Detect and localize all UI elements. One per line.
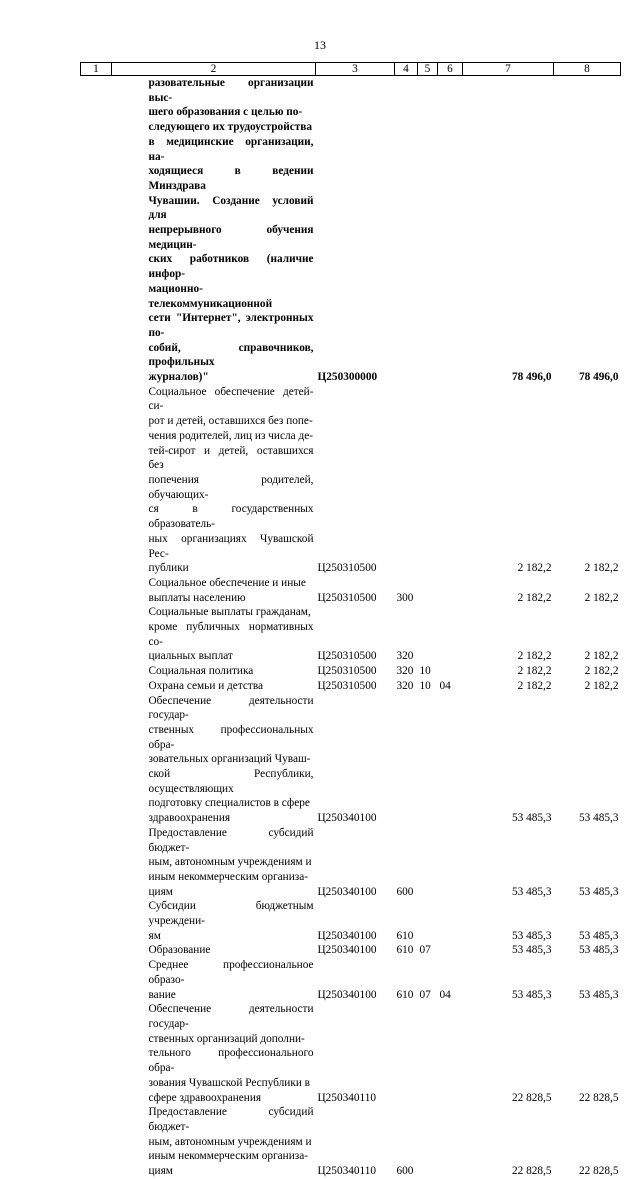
- row-code: Ц250310500: [317, 591, 377, 604]
- row-name-line: выплаты населению: [148, 591, 246, 604]
- header-col-6: 6: [438, 63, 463, 76]
- row-name: [112, 385, 316, 576]
- row-name-line: Охрана семьи и детства: [148, 679, 264, 692]
- row-amount-total: 22 828,5: [511, 1165, 552, 1178]
- table-row: [81, 76, 621, 385]
- row-podrazdel: [438, 899, 463, 943]
- table-row: [81, 1002, 621, 1105]
- row-amount-republic: 22 828,5: [578, 1091, 619, 1104]
- row-code: Ц250300000: [317, 371, 378, 384]
- row-name: [112, 1002, 316, 1105]
- row-vid-rashodov: 300: [396, 591, 414, 604]
- row-vid-rashodov: [395, 385, 418, 576]
- row-vid-rashodov: [395, 76, 418, 385]
- row-name-line: циям: [148, 1165, 173, 1178]
- table-row: [81, 664, 621, 679]
- table-row: [81, 605, 621, 664]
- row-name-line: разовательные организации выс-: [148, 77, 314, 104]
- row-name-line: ственных организаций дополни-: [148, 1032, 305, 1045]
- row-razdel: 10: [419, 665, 431, 678]
- row-name-line: в медицинские организации, на-: [148, 135, 314, 163]
- row-amount-republic: 78 496,0: [578, 371, 619, 384]
- table-row: [81, 385, 621, 576]
- row-razdel: [418, 694, 438, 826]
- header-col-8: 8: [554, 63, 621, 76]
- row-name-line: следующего их трудоустройства: [148, 121, 313, 134]
- table-row: [81, 943, 621, 958]
- table-row: [81, 1105, 621, 1179]
- row-code: Ц250340100: [317, 812, 377, 825]
- row-podrazdel: [438, 943, 463, 958]
- row-code: Ц250310500: [317, 665, 377, 678]
- table-row: [81, 899, 621, 943]
- row-podrazdel: 04: [439, 679, 451, 692]
- row-col-1: [81, 694, 112, 826]
- row-amount-total: 53 485,3: [511, 812, 552, 825]
- row-name-line: Социальное обеспечение детей-си-: [148, 385, 314, 413]
- row-name: [112, 958, 316, 1002]
- row-name: [112, 576, 316, 605]
- row-podrazdel: [438, 694, 463, 826]
- row-podrazdel: [438, 826, 463, 900]
- row-vid-rashodov: 610: [396, 944, 414, 957]
- row-name-line: ным, автономным учреждениям и: [148, 1135, 312, 1148]
- row-col-1: [81, 899, 112, 943]
- row-name-line: иным некоммерческим организа-: [148, 870, 309, 883]
- row-name-line: попечения родителей, обучающих-: [148, 473, 314, 501]
- row-amount-republic: 2 182,2: [584, 665, 619, 678]
- row-razdel: [418, 385, 438, 576]
- row-code: Ц250340100: [317, 885, 377, 898]
- row-razdel: [418, 76, 438, 385]
- row-code: Ц250310500: [317, 650, 377, 663]
- row-amount-total: 53 485,3: [511, 885, 552, 898]
- row-name-line: Предоставление субсидий бюджет-: [148, 826, 314, 854]
- row-name-line: Социальное обеспечение и иные: [148, 576, 306, 589]
- row-amount-republic: 53 485,3: [578, 812, 619, 825]
- row-amount-total: 2 182,2: [517, 679, 552, 692]
- row-col-1: [81, 385, 112, 576]
- row-podrazdel: [438, 1002, 463, 1105]
- row-podrazdel: [438, 76, 463, 385]
- row-code: Ц250340100: [317, 944, 377, 957]
- row-name-line: ся в государственных образователь-: [148, 503, 314, 531]
- row-code: Ц250340110: [317, 1165, 377, 1178]
- row-name-line: ской Республики, осуществляющих: [148, 768, 314, 795]
- header-col-7: 7: [463, 63, 554, 76]
- row-amount-republic: 2 182,2: [584, 679, 619, 692]
- row-amount-republic: 53 485,3: [578, 929, 619, 942]
- row-name: [112, 943, 316, 958]
- row-name-line: тей-сирот и детей, оставшихся без: [148, 444, 314, 472]
- row-name-line: Социальная политика: [148, 665, 254, 678]
- row-name-line: ходящиеся в ведении Минздрава: [148, 165, 314, 192]
- row-podrazdel: [438, 1105, 463, 1179]
- row-name: [112, 694, 316, 826]
- row-code: Ц250340100: [317, 988, 377, 1001]
- row-vid-rashodov: 600: [396, 885, 414, 898]
- row-amount-total: 2 182,2: [517, 665, 552, 678]
- row-name-line: Предоставление субсидий бюджет-: [148, 1106, 314, 1133]
- row-vid-rashodov: [395, 694, 418, 826]
- row-razdel: [418, 826, 438, 900]
- row-col-1: [81, 1105, 112, 1179]
- row-name-line: Образование: [148, 944, 211, 957]
- row-col-1: [81, 664, 112, 679]
- row-name: [112, 664, 316, 679]
- row-name-line: публики: [148, 562, 189, 575]
- row-name-line: ным, автономным учреждениям и: [148, 856, 312, 869]
- row-col-1: [81, 605, 112, 664]
- row-code: Ц250340100: [317, 929, 377, 942]
- row-col-1: [81, 826, 112, 900]
- header-col-2: 2: [112, 63, 316, 76]
- row-name-line: циальных выплат: [148, 650, 233, 663]
- row-podrazdel: [438, 605, 463, 664]
- row-razdel: [418, 1105, 438, 1179]
- row-name: [112, 826, 316, 900]
- row-col-1: [81, 943, 112, 958]
- row-name-line: ственных профессиональных обра-: [148, 723, 314, 751]
- row-amount-total: 2 182,2: [517, 650, 552, 663]
- row-amount-total: 53 485,3: [511, 988, 552, 1001]
- row-name-line: зования Чувашской Республики в: [148, 1076, 311, 1089]
- row-vid-rashodov: 610: [396, 929, 414, 942]
- row-podrazdel: [438, 576, 463, 605]
- row-amount-republic: 2 182,2: [584, 591, 619, 604]
- row-name-line: здравоохранения: [148, 812, 231, 825]
- row-col-1: [81, 679, 112, 694]
- row-name: [112, 76, 316, 385]
- row-name: [112, 605, 316, 664]
- row-name-line: мационно-телекоммуникационной: [148, 282, 273, 310]
- row-podrazdel: [438, 385, 463, 576]
- table-row: [81, 958, 621, 1002]
- row-name-line: кроме публичных нормативных со-: [148, 621, 314, 648]
- row-razdel: [418, 576, 438, 605]
- table-row: [81, 826, 621, 900]
- row-name-line: тельного профессионального обра-: [148, 1047, 314, 1075]
- row-name: [112, 899, 316, 943]
- row-name-line: Субсидии бюджетным учреждени-: [148, 900, 314, 928]
- row-amount-total: 2 182,2: [517, 591, 552, 604]
- row-code: Ц250340110: [317, 1091, 377, 1104]
- row-name-line: подготовку специалистов в сфере: [148, 797, 310, 810]
- row-name-line: рот и детей, оставшихся без попе-: [148, 415, 313, 428]
- row-code: Ц250310500: [317, 679, 377, 692]
- row-name-line: шего образования с целью по-: [148, 106, 303, 119]
- row-amount-republic: 2 182,2: [584, 562, 619, 575]
- table-row: [81, 679, 621, 694]
- row-amount-republic: 53 485,3: [578, 944, 619, 957]
- row-col-1: [81, 1002, 112, 1105]
- row-amount-total: 53 485,3: [511, 929, 552, 942]
- table-header-row: [81, 63, 621, 76]
- row-razdel: 10: [419, 679, 431, 692]
- row-podrazdel: 04: [439, 988, 451, 1001]
- row-amount-republic: 53 485,3: [578, 988, 619, 1001]
- row-amount-total: 78 496,0: [511, 371, 552, 384]
- row-vid-rashodov: 320: [396, 650, 414, 663]
- row-name-line: журналов)": [148, 371, 209, 384]
- row-name-line: зовательных организаций Чуваш-: [148, 753, 311, 766]
- row-razdel: [418, 1002, 438, 1105]
- row-razdel: [418, 605, 438, 664]
- row-razdel: 07: [419, 988, 431, 1001]
- row-name-line: Среднее профессиональное образо-: [148, 959, 314, 986]
- row-name-line: иным некоммерческим организа-: [148, 1150, 309, 1163]
- row-name-line: Социальные выплаты гражданам,: [148, 606, 311, 619]
- row-amount-total: 2 182,2: [517, 562, 552, 575]
- row-name-line: чения родителей, лиц из числа де-: [148, 429, 313, 442]
- row-amount-republic: 22 828,5: [578, 1165, 619, 1178]
- row-name-line: ных организациях Чувашской Рес-: [148, 532, 314, 560]
- row-amount-republic: 53 485,3: [578, 885, 619, 898]
- row-name-line: Чувашии. Создание условий для: [148, 194, 314, 222]
- row-name-line: вание: [148, 988, 176, 1001]
- row-name-line: Обеспечение деятельности государ-: [148, 694, 314, 722]
- budget-table: [80, 62, 621, 1179]
- row-vid-rashodov: 610: [396, 988, 414, 1001]
- row-col-1: [81, 76, 112, 385]
- row-name-line: циям: [148, 885, 173, 898]
- row-vid-rashodov: 600: [396, 1165, 414, 1178]
- row-col-1: [81, 576, 112, 605]
- row-name-line: сети "Интернет", электронных по-: [148, 312, 314, 339]
- row-razdel: [418, 899, 438, 943]
- row-amount-total: 22 828,5: [511, 1091, 552, 1104]
- table-row: [81, 694, 621, 826]
- row-podrazdel: [438, 664, 463, 679]
- row-name: [112, 1105, 316, 1179]
- row-amount-total: 53 485,3: [511, 944, 552, 957]
- header-col-3: 3: [316, 63, 395, 76]
- row-razdel: 07: [419, 944, 431, 957]
- header-col-4: 4: [395, 63, 418, 76]
- row-vid-rashodov: 320: [396, 665, 414, 678]
- row-name-line: ям: [148, 929, 161, 942]
- row-amount-republic: 2 182,2: [584, 650, 619, 663]
- row-vid-rashodov: [395, 1002, 418, 1105]
- row-name-line: собий, справочников, профильных: [148, 341, 314, 369]
- header-col-1: 1: [81, 63, 112, 76]
- page-number: 13: [314, 38, 326, 52]
- row-name: [112, 679, 316, 694]
- row-name-line: ских работников (наличие инфор-: [148, 253, 314, 281]
- header-col-5: 5: [418, 63, 438, 76]
- row-code: Ц250310500: [317, 562, 377, 575]
- row-name-line: непрерывного обучения медицин-: [148, 224, 314, 251]
- row-col-1: [81, 958, 112, 1002]
- row-name-line: Обеспечение деятельности государ-: [148, 1003, 314, 1030]
- table-row: [81, 576, 621, 605]
- row-vid-rashodov: 320: [396, 679, 414, 692]
- row-name-line: сфере здравоохранения: [148, 1091, 262, 1104]
